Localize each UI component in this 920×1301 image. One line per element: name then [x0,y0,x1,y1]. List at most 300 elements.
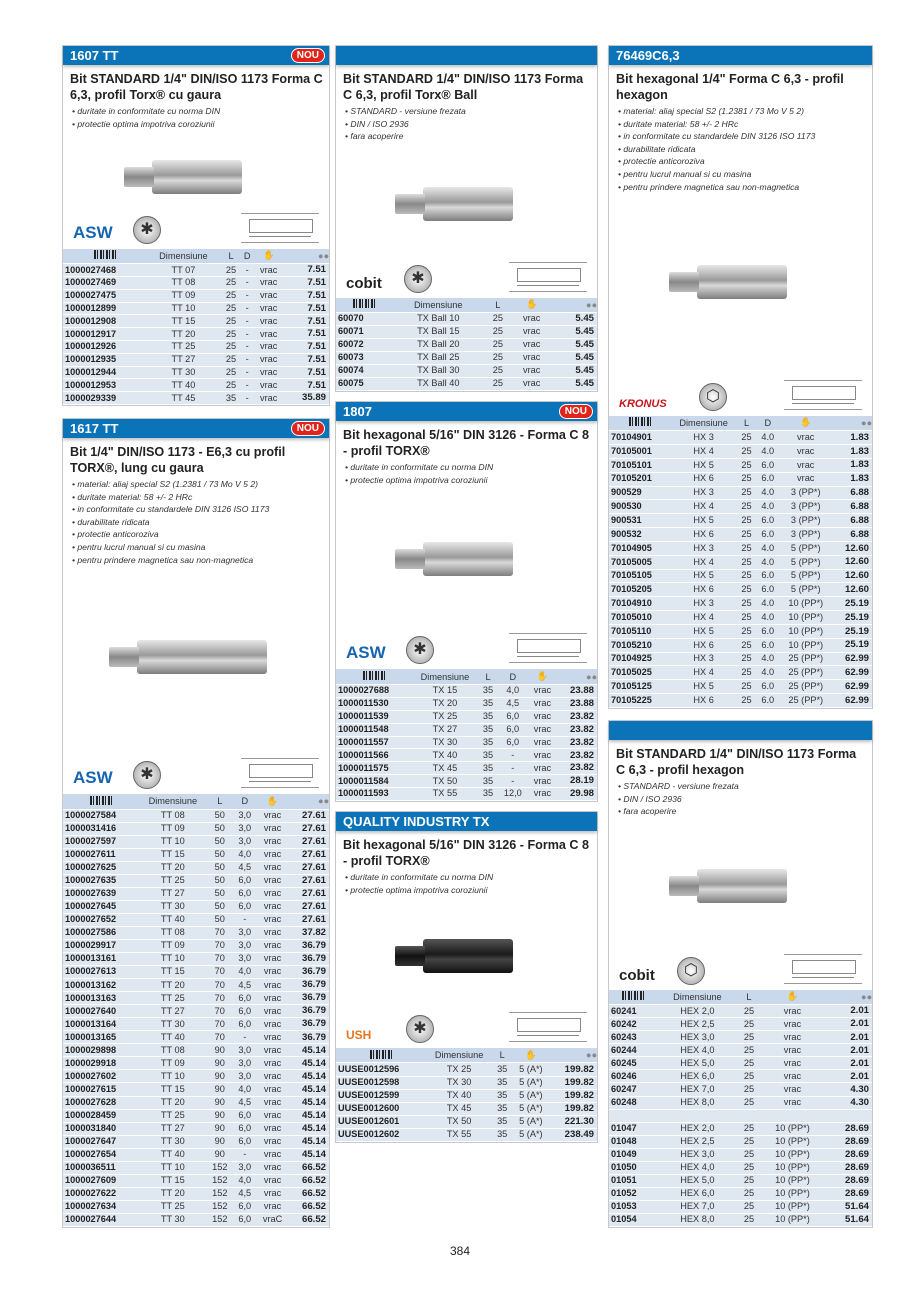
article-code: 1807 [343,404,372,419]
article-code: 70104901 [609,431,670,445]
diameter: - [242,353,253,366]
hex-profile-icon: ⬡ [699,383,727,411]
feature-item: • protectie optima impotriva coroziunii [72,118,215,129]
length: 25 [737,1161,760,1174]
bit-image [152,160,242,194]
diameter: 6,0 [233,900,256,913]
brand-logo: KRONUS [619,397,667,410]
article-code: 900529 [609,486,670,500]
price: 66.52 [289,1161,329,1174]
product-table [63,794,329,1227]
packaging: 3 (PP*) [779,528,832,542]
bit-tip [669,876,699,896]
diameter: 3,0 [233,1057,256,1070]
table-row [336,1063,597,1076]
packaging: 10 (PP*) [761,1135,825,1148]
barcode-header [63,794,139,809]
diameter: 3,0 [233,1044,256,1057]
packaging: 5 (PP*) [779,555,832,569]
price: 7.51 [285,315,329,328]
table-row [609,1096,872,1109]
diameter: 4.0 [756,597,779,611]
dimension: TX 25 [426,1063,493,1076]
bit-tip [669,272,699,292]
dimension: TT 40 [147,379,221,392]
article-code: 01053 [609,1200,658,1213]
price: 28.69 [824,1161,872,1174]
packaging: 10 (PP*) [779,597,832,611]
packaging: vrac [253,353,285,366]
price: 45.14 [289,1122,329,1135]
diameter: 4,5 [233,979,256,992]
packaging: vrac [256,1135,288,1148]
article-code: UUSE0012600 [336,1102,426,1115]
table-row [609,1109,872,1122]
diameter: 4.0 [756,555,779,569]
dimension: HEX 3,0 [658,1148,738,1161]
price: 221.30 [550,1115,597,1128]
table-header-row [609,416,872,431]
diameter: 6.0 [756,694,779,708]
length: 50 [206,848,233,861]
dimension: TT 09 [139,822,206,835]
dimension: TT 20 [139,1187,206,1200]
length: 25 [737,1044,760,1057]
technical-drawing [784,954,862,984]
bit-image [697,265,787,299]
article-code: 1000012917 [63,328,147,341]
table-row [609,1135,872,1148]
dimension: TT 20 [147,328,221,341]
price: 238.49 [550,1128,597,1141]
length: 25 [737,528,756,542]
dimension: HX 4 [670,666,736,680]
article-code: 1000027622 [63,1187,139,1200]
price: 5.45 [552,339,597,352]
feature-item: • duritate material: 58 +/- 2 HRc [618,118,739,129]
product-table [63,249,329,405]
price: 35.89 [285,392,329,405]
length: 25 [484,365,511,378]
diameter: 6,0 [233,992,256,1005]
new-badge: NOU [291,48,325,63]
table-row [609,500,872,514]
packaging: vrac [253,315,285,328]
diameter: 6.0 [756,624,779,638]
price: 6.88 [832,528,872,542]
packaging: vrac [779,444,832,458]
article-code: 1000027475 [63,289,147,302]
table-row [63,1096,329,1109]
feature-item: • STANDARD - versiune frezata [618,781,739,791]
price: 199.82 [550,1089,597,1102]
price: 5.45 [552,313,597,326]
coins-icon: ●● [585,1050,597,1061]
article-code: 1000012899 [63,302,147,315]
dimension: TT 30 [139,1213,206,1226]
article-code: 1000012908 [63,315,147,328]
article-code: 1000029339 [63,392,147,405]
price: 62.99 [832,680,872,694]
article-code: 1000011593 [336,788,412,801]
product-title: Bit 1/4" DIN/ISO 1173 - E6,3 cu profil TORX®, lung cu gaura [70,445,286,475]
price: 45.14 [289,1070,329,1083]
length: 25 [737,431,756,445]
table-row [336,1076,597,1089]
article-code: 60075 [336,378,392,391]
packaging: vrac [528,697,557,710]
feature-list [609,105,872,193]
packaging: vrac [253,302,285,315]
price: 4.30 [824,1083,872,1096]
price: 45.14 [289,1109,329,1122]
dimension: TT 09 [139,939,206,952]
packaging: vrac [511,365,552,378]
hand-icon: ✋ [786,991,799,1002]
packaging: vrac [256,966,288,979]
length: 70 [206,939,233,952]
table-row [63,1070,329,1083]
table-row [609,638,872,652]
table-row [63,1044,329,1057]
packaging: vrac [256,835,288,848]
diameter: - [242,315,253,328]
feature-list [336,105,597,143]
length: 90 [206,1070,233,1083]
price: 5.45 [552,378,597,391]
table-row [63,341,329,354]
price: 36.79 [289,979,329,992]
bit-tip [395,194,425,214]
table-row [63,353,329,366]
article-code: 70105025 [609,666,670,680]
packaging-header [253,249,285,264]
diameter: 3,0 [233,1161,256,1174]
technical-drawing [509,262,587,292]
article-code: 1000011539 [336,710,412,723]
table-row [63,1122,329,1135]
table-row [63,328,329,341]
diameter: 4,0 [233,848,256,861]
dimension: TT 09 [139,1057,206,1070]
article-code: QUALITY INDUSTRY TX [343,814,490,829]
article-code: 1000011584 [336,775,412,788]
diameter: 4.0 [756,444,779,458]
dimension: HEX 2,5 [658,1018,738,1031]
table-row [609,431,872,445]
price: 25.19 [832,624,872,638]
price: 199.82 [550,1063,597,1076]
article-code: 1000013164 [63,1018,139,1031]
dimension: TT 07 [147,264,221,277]
technical-drawing [241,758,319,788]
length: 90 [206,1122,233,1135]
table-row [63,926,329,939]
panel-header [336,402,597,421]
page-number: 384 [449,1244,471,1258]
packaging: vrac [256,1096,288,1109]
price-header [824,990,872,1005]
brand-logo: cobit [346,274,382,292]
brand-row [336,254,597,298]
dimension: HEX 6,0 [658,1187,738,1200]
article-code: 1000029918 [63,1057,139,1070]
length: 35 [492,1102,512,1115]
packaging: vraC [256,1213,288,1226]
packaging: vrac [511,313,552,326]
price: 12.60 [832,555,872,569]
table-row [63,1187,329,1200]
diameter: 4.0 [756,652,779,666]
brand-logo: ASW [73,222,113,242]
price: 23.88 [557,684,597,697]
packaging: vrac [256,861,288,874]
dimension-header: Dimensiune [658,990,738,1005]
table-row [63,264,329,277]
dimension: TT 40 [139,1148,206,1161]
table-row [336,710,597,723]
price: 29.98 [557,788,597,801]
dimension: TT 15 [139,848,206,861]
dimension: TT 08 [139,809,206,822]
price: 1.83 [832,458,872,472]
length: 70 [206,1005,233,1018]
article-code: 1607 TT [70,48,119,63]
price: 5.45 [552,365,597,378]
article-code: 60248 [609,1096,658,1109]
price: 27.61 [289,848,329,861]
packaging: vrac [256,992,288,1005]
packaging: 10 (PP*) [761,1148,825,1161]
table-row [336,762,597,775]
packaging: vrac [528,736,557,749]
article-code: 60242 [609,1018,658,1031]
table-row [63,277,329,290]
price: 62.99 [832,652,872,666]
packaging-header [256,794,288,809]
dimension: TX 50 [412,775,479,788]
packaging: vrac [528,762,557,775]
diameter: 4,0 [233,966,256,979]
table-row [336,365,597,378]
length: 25 [737,652,756,666]
dimension: TT 27 [139,887,206,900]
length: 90 [206,1148,233,1161]
article-code: 1000027613 [63,966,139,979]
brand-row [609,372,872,416]
length-header: L [737,990,760,1005]
feature-list [609,780,872,818]
hex-profile-icon: ⬡ [677,957,705,985]
diameter: 6.0 [756,458,779,472]
length: 25 [737,583,756,597]
table-row [63,953,329,966]
panel-header [63,46,329,65]
article-code: 1000027688 [336,684,412,697]
price-header [552,298,597,313]
table-row [336,339,597,352]
diameter: 4.0 [756,486,779,500]
dimension: TX 45 [426,1102,493,1115]
price: 7.51 [285,341,329,354]
length: 70 [206,953,233,966]
length: 25 [737,472,756,486]
diameter: 6.0 [756,638,779,652]
article-code: 1000027654 [63,1148,139,1161]
table-row [63,874,329,887]
length: 25 [737,1135,760,1148]
price: 66.52 [289,1213,329,1226]
length: 50 [206,887,233,900]
dimension: HX 4 [670,555,736,569]
diameter: 6,0 [233,1135,256,1148]
dimension: TX 27 [412,723,479,736]
packaging: 10 (PP*) [779,638,832,652]
article-code: 01047 [609,1122,658,1135]
price: 5.45 [552,326,597,339]
table-row [63,1031,329,1044]
diameter: 3,0 [233,809,256,822]
diameter: 3,0 [233,1070,256,1083]
article-code: 1000013163 [63,992,139,1005]
torx-profile-icon: ✱ [406,1015,434,1043]
article-code: 1000027469 [63,277,147,290]
length: 25 [737,666,756,680]
length: 50 [206,913,233,926]
packaging: vrac [253,341,285,354]
price: 12.60 [832,541,872,555]
dimension: TT 08 [139,1044,206,1057]
dimension: TT 15 [139,1083,206,1096]
length-header: L [220,249,242,264]
brand-logo: USH [346,1027,372,1042]
packaging: vrac [779,458,832,472]
feature-item: • protectie anticoroziva [72,529,159,540]
length: 35 [478,723,498,736]
dimension: TT 15 [139,966,206,979]
dimension: HX 5 [670,514,736,528]
new-badge: NOU [559,404,593,419]
diameter-header: D [242,249,253,264]
length: 35 [478,749,498,762]
table-row [336,736,597,749]
dimension: TT 30 [139,1018,206,1031]
article-code: 900531 [609,514,670,528]
length: 50 [206,809,233,822]
product-title: Bit hexagonal 1/4" Forma C 6,3 - profil hexagon [616,72,844,102]
diameter: 6,0 [233,1213,256,1226]
packaging: vrac [256,1122,288,1135]
table-row [63,1083,329,1096]
diameter: - [498,749,528,762]
packaging: vrac [779,431,832,445]
article-code: 70105110 [609,624,670,638]
length: 25 [737,597,756,611]
table-row [63,1005,329,1018]
table-row [609,583,872,597]
price: 36.79 [289,966,329,979]
article-code: 1000029917 [63,939,139,952]
packaging: 5 (A*) [512,1063,550,1076]
length: 50 [206,835,233,848]
diameter: 6,0 [233,1122,256,1135]
length: 25 [220,315,242,328]
packaging: vrac [256,926,288,939]
product-panel [608,45,873,709]
length: 25 [737,1148,760,1161]
table-row [609,514,872,528]
panel-header [336,812,597,831]
table-row [336,1115,597,1128]
price: 7.51 [285,328,329,341]
length: 90 [206,1135,233,1148]
dimension: TT 10 [139,835,206,848]
article-code: 1000012926 [63,341,147,354]
packaging: vrac [256,939,288,952]
article-code: 1000027652 [63,913,139,926]
brand-logo: ASW [346,643,386,663]
table-row [609,1174,872,1187]
product-table [609,990,872,1227]
length: 90 [206,1057,233,1070]
price: 6.88 [832,500,872,514]
diameter-header: D [756,416,779,431]
feature-list [63,105,329,130]
article-code: 01050 [609,1161,658,1174]
price: 36.79 [289,1005,329,1018]
feature-item: • in conformitate cu standardele DIN 3126 ISO 1173 [618,131,816,142]
product-table [336,298,597,392]
diameter: 6,0 [498,723,528,736]
price: 36.79 [289,939,329,952]
length: 25 [484,378,511,391]
dimension: HEX 2,0 [658,1122,738,1135]
coins-icon: ●● [585,671,597,682]
panel-header [609,46,872,65]
price: 28.19 [557,775,597,788]
feature-item: • pentru prindere magnetica sau non-magnetica [72,554,254,565]
packaging: vrac [779,472,832,486]
torx-profile-icon: ✱ [133,216,161,244]
table-row [63,848,329,861]
length: 25 [220,328,242,341]
diameter: 4.0 [756,666,779,680]
price-header [557,669,597,684]
table-row [63,1161,329,1174]
packaging: vrac [256,822,288,835]
length: 25 [737,624,756,638]
diameter: - [242,379,253,392]
dimension: HX 5 [670,680,736,694]
length-header: L [492,1048,512,1063]
diameter: - [498,762,528,775]
article-code: 1000027586 [63,926,139,939]
price: 2.01 [824,1031,872,1044]
packaging-header [761,990,825,1005]
diameter: 6.0 [756,528,779,542]
price: 23.88 [557,697,597,710]
price: 45.14 [289,1148,329,1161]
article-code: 1000011566 [336,749,412,762]
bit-image [423,187,513,221]
price: 27.61 [289,822,329,835]
article-code: 900532 [609,528,670,542]
barcode-icon [629,417,651,426]
length: 35 [478,684,498,697]
article-code: 1000027639 [63,887,139,900]
feature-item: • fara acoperire [618,806,677,817]
table-row [609,1187,872,1200]
